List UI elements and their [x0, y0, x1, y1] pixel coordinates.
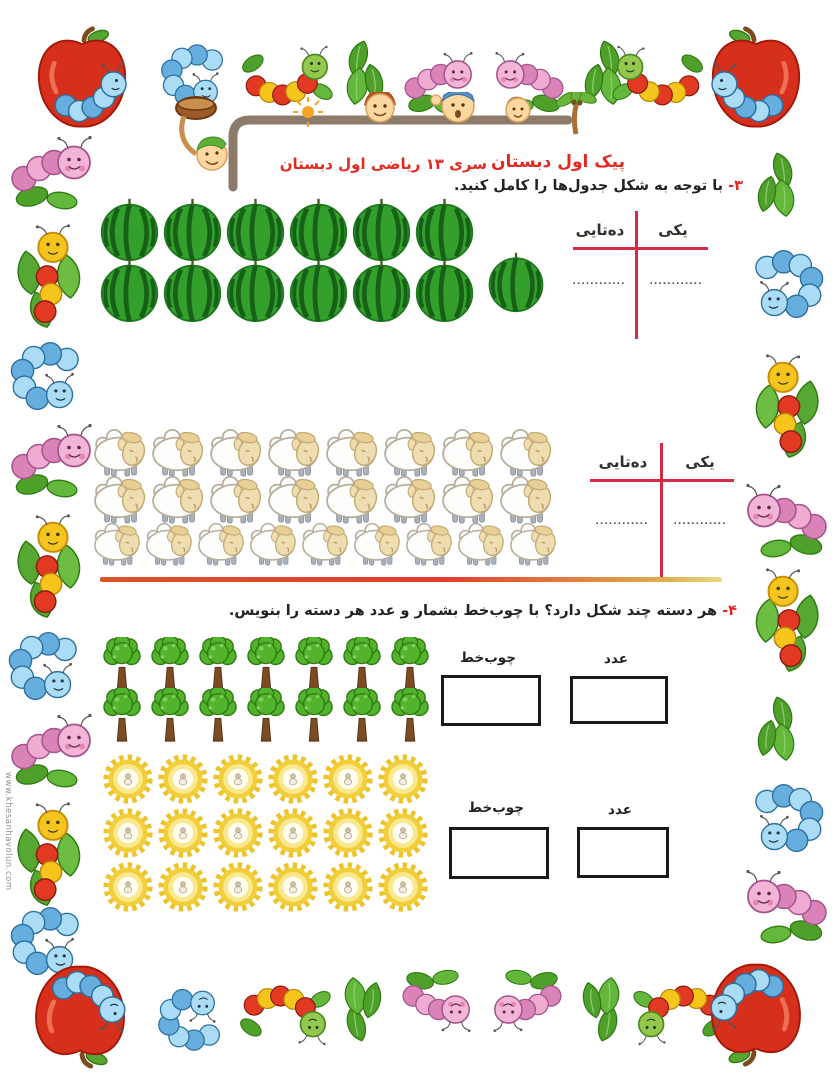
sheep-icon: [441, 474, 499, 524]
tree-group: [100, 637, 432, 743]
tree-icon: [292, 688, 336, 743]
watermelon-icon: [287, 197, 350, 262]
ones-header: یکی: [658, 221, 688, 239]
watermelon-icon: [161, 258, 224, 323]
apple-worm-icon: [12, 25, 152, 135]
table-horizontal-line: [573, 247, 708, 250]
section-divider: [100, 577, 722, 582]
watermelon-icon: [98, 258, 161, 323]
watermelon-icon: [350, 258, 413, 323]
sun-row: [102, 861, 429, 913]
watermelon-group: [98, 197, 476, 323]
sun-icon: [212, 753, 264, 805]
tree-icon: [388, 637, 432, 692]
sheep-icon: [249, 521, 301, 566]
watermelon-icon: [224, 197, 287, 262]
tree-icon: [100, 637, 144, 692]
sun-icon: [157, 807, 209, 859]
tree-icon: [340, 637, 384, 692]
sheep-icon: [209, 427, 267, 477]
flower-caterpillar-icon: [740, 566, 832, 678]
pink-caterpillar-icon: [736, 860, 835, 946]
leaves-icon: [573, 962, 631, 1054]
flower-caterpillar-icon: [4, 512, 96, 624]
sheep-icon: [93, 427, 151, 477]
sun-icon: [102, 861, 154, 913]
tree-icon: [148, 637, 192, 692]
leaves-icon: [748, 140, 806, 232]
watermelon-extra: [486, 251, 546, 313]
sun-icon: [212, 861, 264, 913]
pink-caterpillar-icon: [393, 968, 481, 1040]
tally-answer-box-suns[interactable]: [449, 827, 549, 879]
watermelon-icon: [350, 197, 413, 262]
watermelon-row: [98, 258, 476, 323]
tally-label: چوب‌خط: [460, 650, 516, 666]
sheep-icon: [441, 427, 499, 477]
sheep-group: [93, 430, 561, 566]
sun-icon: [322, 753, 374, 805]
sheep-icon: [383, 427, 441, 477]
leaves-icon: [748, 684, 806, 776]
watermelon-icon: [224, 258, 287, 323]
table-horizontal-line: [590, 479, 734, 482]
ones-answer-dots[interactable]: ............: [649, 277, 703, 287]
sheep-icon: [145, 521, 197, 566]
leaves-icon: [333, 962, 391, 1054]
sun-icon: [267, 861, 319, 913]
flower-caterpillar-icon: [740, 352, 832, 464]
tally-label: چوب‌خط: [468, 800, 524, 816]
table-vertical-line: [635, 211, 638, 339]
tens-ones-table-1: [563, 211, 738, 339]
tree-row: [100, 688, 432, 743]
number-label: عدد: [608, 802, 632, 818]
sun-icon: [267, 753, 319, 805]
pink-caterpillar-icon: [2, 414, 102, 500]
apple-worm-icon: [686, 25, 826, 135]
tree-icon: [244, 637, 288, 692]
worksheet-title: پیک اول دبستان: [491, 152, 625, 172]
watermelon-icon: [413, 197, 476, 262]
blue-caterpillar-icon: [2, 630, 90, 704]
tree-icon: [244, 688, 288, 743]
sun-icon: [157, 753, 209, 805]
sun-icon: [212, 807, 264, 859]
sheep-icon: [267, 427, 325, 477]
question-3-number: ۳-: [728, 178, 743, 194]
blue-caterpillar-icon: [742, 248, 830, 322]
question-4-number: ۴-: [722, 603, 737, 619]
tree-icon: [340, 688, 384, 743]
question-4-text: ۴-هر دسته چند شکل دارد؟ با چوب‌خط بشمار و عدد هر دسته را بنویس.: [228, 603, 737, 619]
sun-icon: [322, 807, 374, 859]
tree-icon: [100, 688, 144, 743]
sheep-icon: [509, 521, 561, 566]
tens-ones-table-2: [588, 443, 746, 577]
watermelon-icon: [161, 197, 224, 262]
sun-icon: [267, 807, 319, 859]
sheep-row: [93, 474, 561, 524]
sheep-icon: [93, 474, 151, 524]
sheep-row: [93, 427, 561, 477]
sun-icon: [322, 861, 374, 913]
blue-caterpillar-icon: [4, 340, 92, 414]
sheep-icon: [405, 521, 457, 566]
sheep-icon: [267, 474, 325, 524]
sun-row: [102, 807, 429, 859]
sheep-icon: [93, 521, 145, 566]
watermelon-icon: [413, 258, 476, 323]
watermelon-row: [98, 197, 476, 262]
tens-answer-dots[interactable]: ............: [595, 517, 649, 527]
pink-caterpillar-icon: [736, 474, 835, 560]
table-vertical-line: [660, 443, 663, 577]
sun-icon: [377, 861, 429, 913]
pink-caterpillar-icon: [2, 704, 102, 790]
pink-caterpillar-icon: [483, 968, 571, 1040]
tree-icon: [388, 688, 432, 743]
sun-row: [102, 753, 429, 805]
tens-header: ده‌تایی: [598, 453, 648, 471]
worksheet-series-title: سری ۱۳ ریاضی اول دبستان: [279, 155, 487, 173]
sheep-icon: [301, 521, 353, 566]
flower-caterpillar-icon: [4, 222, 96, 334]
apple-worm-icon: [686, 956, 826, 1068]
flower-caterpillar-icon: [4, 800, 96, 912]
tree-icon: [148, 688, 192, 743]
watermelon-icon: [486, 251, 546, 313]
tens-header: ده‌تایی: [575, 221, 625, 239]
sheep-icon: [499, 474, 557, 524]
tree-icon: [196, 637, 240, 692]
sheep-icon: [457, 521, 509, 566]
tree-row: [100, 637, 432, 692]
question-3-text: ۳-با توجه به شکل جدول‌ها را کامل کنید.: [454, 178, 743, 194]
sheep-icon: [383, 474, 441, 524]
ones-answer-dots[interactable]: ............: [673, 517, 727, 527]
tens-answer-dots[interactable]: ............: [572, 277, 626, 287]
number-answer-box-suns[interactable]: [577, 827, 669, 878]
pink-caterpillar-icon: [2, 126, 102, 212]
sun-icon: [377, 753, 429, 805]
blue-caterpillar-icon: [742, 782, 830, 856]
watermelon-icon: [98, 197, 161, 262]
sun-icon: [102, 807, 154, 859]
sheep-icon: [151, 474, 209, 524]
sun-icon: [157, 861, 209, 913]
blue-caterpillar-icon: [152, 985, 232, 1053]
ones-header: یکی: [685, 453, 715, 471]
tally-answer-box-trees[interactable]: [441, 675, 541, 726]
tree-icon: [292, 637, 336, 692]
sun-icon: [102, 753, 154, 805]
sheep-icon: [209, 474, 267, 524]
apple-worm-icon: [10, 958, 150, 1070]
sheep-icon: [499, 427, 557, 477]
sheep-icon: [325, 427, 383, 477]
number-answer-box-trees[interactable]: [570, 676, 668, 724]
watermelon-icon: [287, 258, 350, 323]
tree-icon: [196, 688, 240, 743]
header-kids-illustration: [168, 92, 608, 192]
sheep-icon: [151, 427, 209, 477]
striped-caterpillar-icon: [236, 978, 331, 1053]
sun-group: [102, 753, 429, 915]
sheep-icon: [197, 521, 249, 566]
sun-icon: [377, 807, 429, 859]
number-label: عدد: [604, 651, 628, 667]
sheep-icon: [325, 474, 383, 524]
sheep-icon: [353, 521, 405, 566]
sheep-row: [93, 521, 561, 566]
website-watermark: www.khesanhavolun.com: [3, 772, 13, 891]
